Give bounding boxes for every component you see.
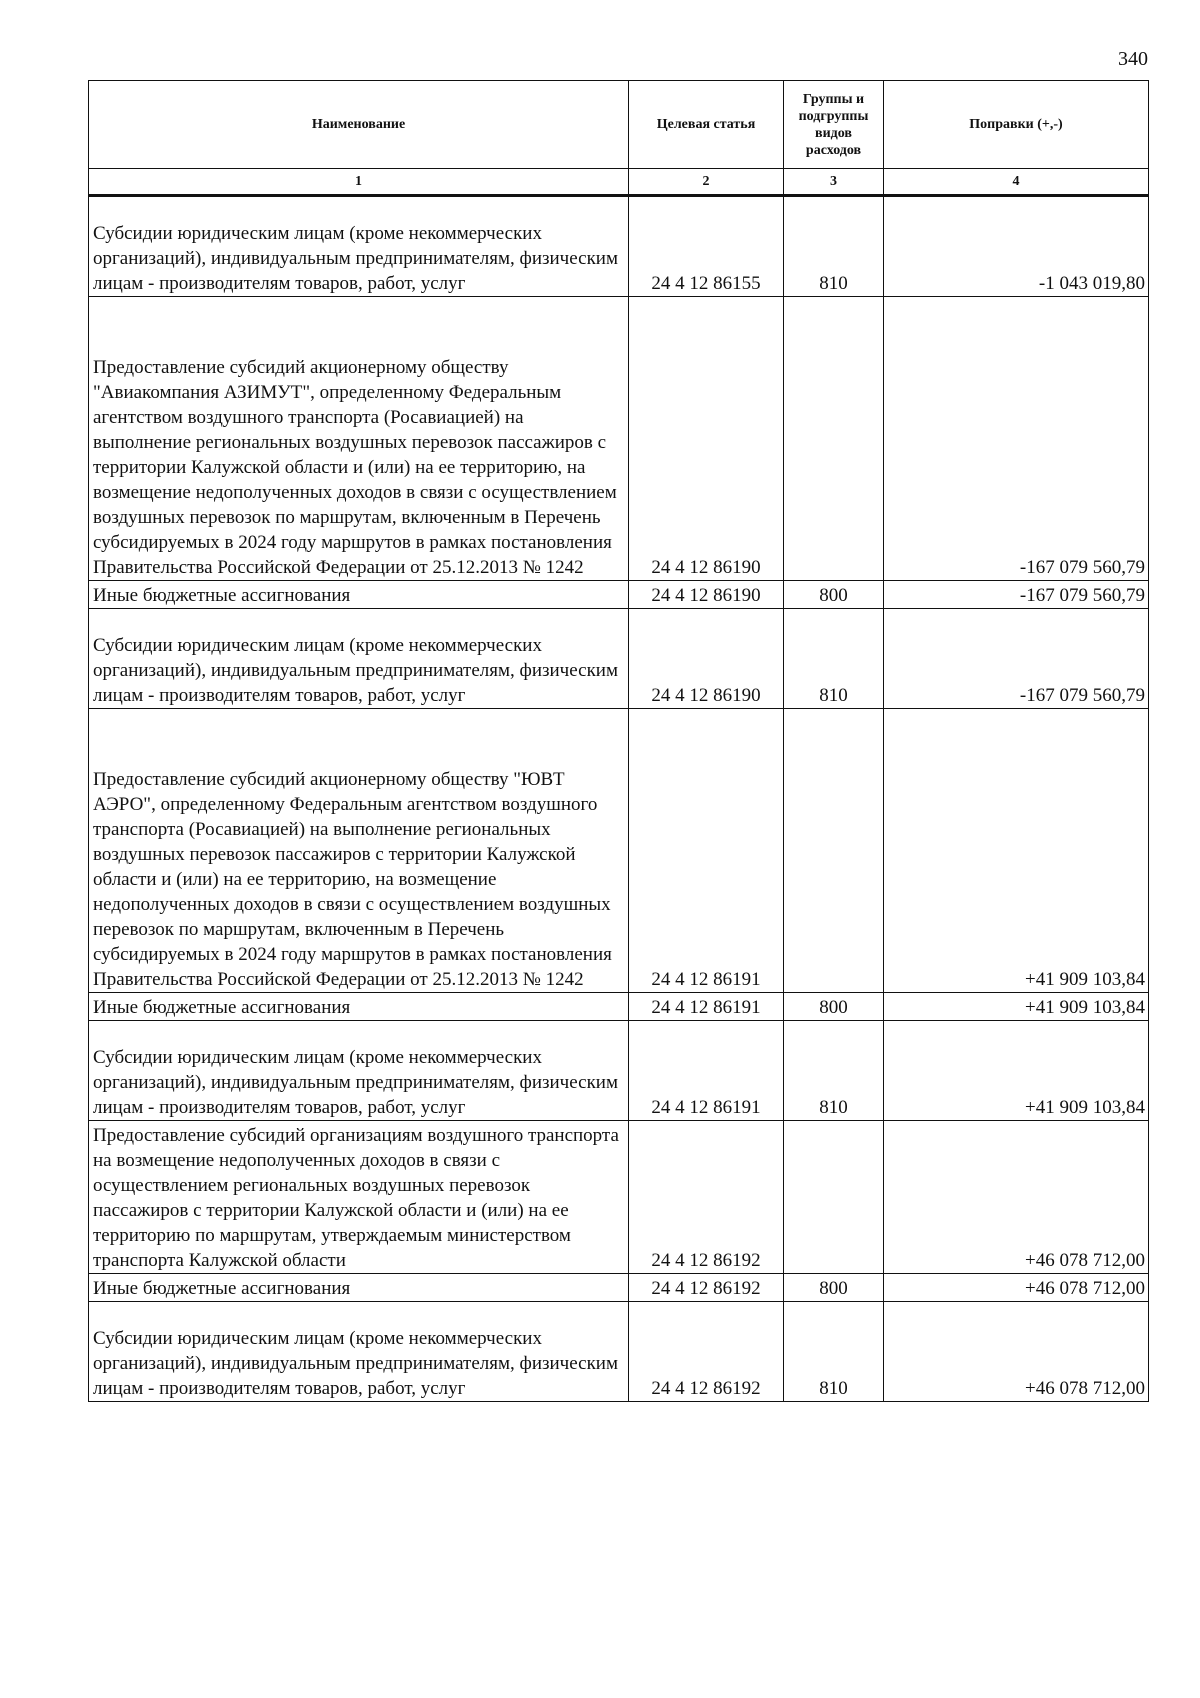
col-header-target-article: Целевая статья — [629, 81, 784, 169]
row-expense-group: 800 — [784, 1274, 884, 1302]
row-target-article: 24 4 12 86190 — [629, 581, 784, 609]
row-name: Предоставление субсидий организациям воздушного транспорта на возмещение недополученных доходов в связи с осуществлением региональных воздушных перевозок пассажиров с территории Калужской области и (или) на ее территорию по маршрутам, утверждаемым министерством транспорта Калужской области — [89, 1121, 629, 1274]
table-row — [89, 1021, 1149, 1121]
col-header-name: Наименование — [89, 81, 629, 169]
table-row — [89, 1302, 1149, 1402]
table-row — [89, 993, 1149, 1021]
row-amendment: +41 909 103,84 — [884, 709, 1149, 993]
row-amendment: +46 078 712,00 — [884, 1274, 1149, 1302]
table-row — [89, 1274, 1149, 1302]
table-row — [89, 709, 1149, 993]
row-name: Предоставление субсидий акционерному обществу "ЮВТ АЭРО", определенному Федеральным агентством воздушного транспорта (Росавиацией) на выполнение региональных воздушных перевозок пассажиров с территории Калужской области и (или) на ее территорию, на возмещение недополученных доходов в связи с осуществлением воздушных перевозок по маршрутам, включенным в Перечень субсидируемых в 2024 году маршрутов в рамках постановления Правительства Российской Федерации от 25.12.2013 № 1242 — [89, 709, 629, 993]
row-name: Субсидии юридическим лицам (кроме некоммерческих организаций), индивидуальным предпринимателям, физическим лицам - производителям товаров, работ, услуг — [89, 609, 629, 709]
row-name: Иные бюджетные ассигнования — [89, 581, 629, 609]
row-target-article: 24 4 12 86192 — [629, 1121, 784, 1274]
col-number-2: 2 — [629, 169, 784, 196]
col-number-1: 1 — [89, 169, 629, 196]
row-expense-group: 810 — [784, 1021, 884, 1121]
row-expense-group: 800 — [784, 993, 884, 1021]
col-header-expense-groups: Группы и подгруппы видов расходов — [784, 81, 884, 169]
row-target-article: 24 4 12 86192 — [629, 1302, 784, 1402]
table-row — [89, 581, 1149, 609]
column-number-row — [89, 169, 1149, 196]
table-row — [89, 297, 1149, 581]
row-amendment: -167 079 560,79 — [884, 581, 1149, 609]
header-row — [89, 81, 1149, 169]
row-expense-group — [784, 297, 884, 581]
budget-table — [88, 80, 1149, 1402]
row-target-article: 24 4 12 86191 — [629, 993, 784, 1021]
table-row — [89, 1121, 1149, 1274]
row-amendment: -167 079 560,79 — [884, 297, 1149, 581]
row-target-article: 24 4 12 86192 — [629, 1274, 784, 1302]
row-target-article: 24 4 12 86155 — [629, 196, 784, 297]
row-name: Иные бюджетные ассигнования — [89, 993, 629, 1021]
row-expense-group: 800 — [784, 581, 884, 609]
row-expense-group: 810 — [784, 196, 884, 297]
row-expense-group — [784, 709, 884, 993]
page-number: 340 — [1118, 48, 1148, 70]
row-target-article: 24 4 12 86191 — [629, 1021, 784, 1121]
row-name: Предоставление субсидий акционерному обществу "Авиакомпания АЗИМУТ", определенному Федеральным агентством воздушного транспорта (Росавиацией) на выполнение региональных воздушных перевозок пассажиров с территории Калужской области и (или) на ее территорию, на возмещение недополученных доходов в связи с осуществлением воздушных перевозок по маршрутам, включенным в Перечень субсидируемых в 2024 году маршрутов в рамках постановления Правительства Российской Федерации от 25.12.2013 № 1242 — [89, 297, 629, 581]
row-name: Субсидии юридическим лицам (кроме некоммерческих организаций), индивидуальным предпринимателям, физическим лицам - производителям товаров, работ, услуг — [89, 1021, 629, 1121]
col-number-4: 4 — [884, 169, 1149, 196]
row-target-article: 24 4 12 86190 — [629, 609, 784, 709]
table-row — [89, 196, 1149, 297]
row-amendment: +41 909 103,84 — [884, 1021, 1149, 1121]
table-row — [89, 609, 1149, 709]
row-expense-group: 810 — [784, 1302, 884, 1402]
row-amendment: +41 909 103,84 — [884, 993, 1149, 1021]
row-expense-group — [784, 1121, 884, 1274]
row-target-article: 24 4 12 86190 — [629, 297, 784, 581]
row-amendment: -1 043 019,80 — [884, 196, 1149, 297]
col-header-amendments: Поправки (+,-) — [884, 81, 1149, 169]
row-amendment: -167 079 560,79 — [884, 609, 1149, 709]
col-number-3: 3 — [784, 169, 884, 196]
row-name: Субсидии юридическим лицам (кроме некоммерческих организаций), индивидуальным предпринимателям, физическим лицам - производителям товаров, работ, услуг — [89, 1302, 629, 1402]
row-amendment: +46 078 712,00 — [884, 1302, 1149, 1402]
row-name: Иные бюджетные ассигнования — [89, 1274, 629, 1302]
row-name: Субсидии юридическим лицам (кроме некоммерческих организаций), индивидуальным предпринимателям, физическим лицам - производителям товаров, работ, услуг — [89, 196, 629, 297]
row-target-article: 24 4 12 86191 — [629, 709, 784, 993]
row-expense-group: 810 — [784, 609, 884, 709]
row-amendment: +46 078 712,00 — [884, 1121, 1149, 1274]
